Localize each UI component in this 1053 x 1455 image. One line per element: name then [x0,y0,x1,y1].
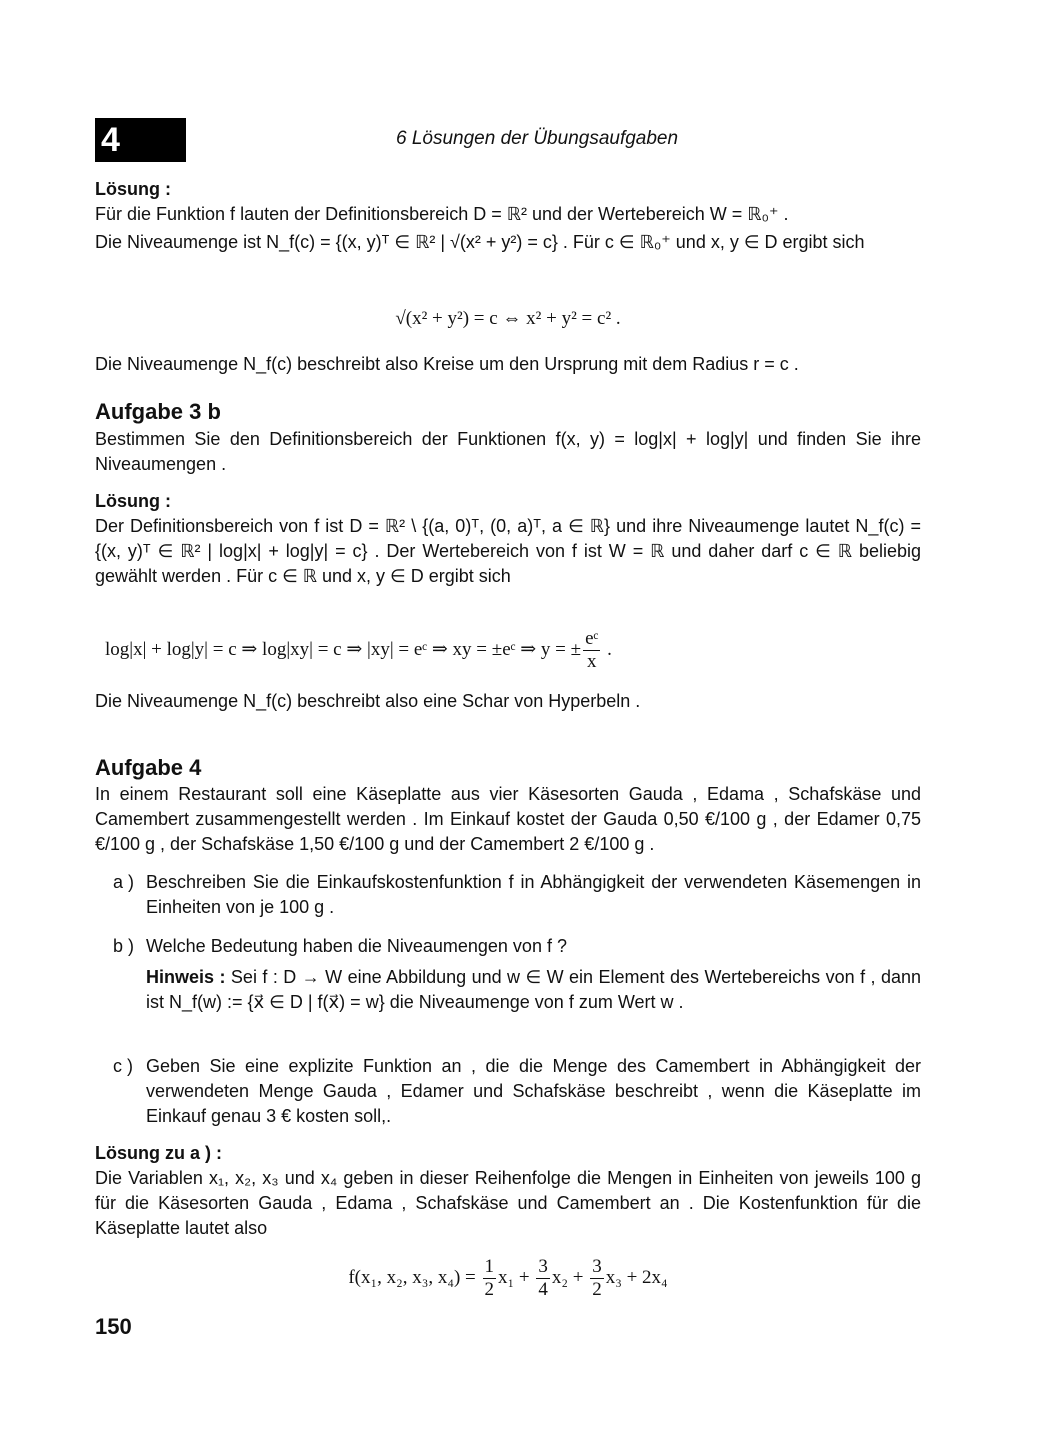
task-paragraph: Bestimmen Sie den Definitionsbereich der Funktionen f(x, y) = log|x| + log|y| und finden Sie ihre Niveaumengen . [95,429,921,474]
fraction-numerator: 3 [592,1256,602,1277]
fraction [590,1256,604,1301]
chapter-number-box: 4 [95,118,186,162]
solution-paragraph: Die Niveaumenge N_f(c) beschreibt also Kreise um den Ursprung mit dem Radius r = c . [95,354,799,374]
fraction-numerator: 3 [538,1256,548,1277]
solution-label: Lösung zu a ) : [95,1143,222,1163]
display-equation [105,628,921,673]
fraction-denominator: 2 [484,1279,495,1300]
list-item [113,934,921,1015]
fraction-denominator: x [586,651,597,672]
solution-label: Lösung : [95,491,171,511]
equation-term: x₃ + 2x₄ [605,1266,668,1288]
solution-paragraph: Für die Funktion f lauten der Definitionsbereich D = ℝ² und der Wertebereich W = ℝ₀⁺ . [95,204,789,224]
solution-paragraph: Die Niveaumenge N_f(c) beschreibt also eine Schar von Hyperbeln . [95,691,641,711]
fraction-denominator: 4 [538,1279,548,1300]
fraction [483,1256,497,1301]
page-number: 150 [95,1314,132,1339]
equation-end: . [602,638,612,660]
equation-text: log|x| + log|y| = c ⇒ log|xy| = c ⇒ |xy| = eᶜ ⇒ xy = ±eᶜ ⇒ y = ± [105,638,582,660]
task-heading: Aufgabe 3 b [95,399,221,424]
list-item-label: a ) [113,872,135,892]
display-equation: √(x² + y²) = c ⇔ x² + y² = c² . [395,308,621,329]
list-item [113,1054,921,1129]
list-item [113,870,921,920]
list-item-label: c ) [113,1056,133,1076]
equation-lhs: f(x₁, x₂, x₃, x₄) = [348,1266,476,1288]
hint-text: Sei f : D → W eine Abbildung und w ∈ W ein Element des Wertebereichs von f , dann ist N_f(w) := {x⃗ ∈ D | f(x⃗) = w} die Niveaumenge von f zum Wert w . [146,967,921,1012]
list-item-text: Beschreiben Sie die Einkaufskostenfunktion f in Abhängigkeit der verwendeten Käsemengen in Einheiten von je 100 g . [146,872,921,917]
solution-label: Lösung : [95,179,171,199]
solution-paragraph: Die Niveaumenge ist N_f(c) = {(x, y)ᵀ ∈ ℝ² | √(x² + y²) = c} . Für c ∈ ℝ₀⁺ und x, y ∈ D ergibt sich [95,232,865,252]
list-item-label: b ) [113,936,135,956]
fraction [583,628,600,673]
task-heading: Aufgabe 4 [95,755,202,780]
solution-paragraph: Die Variablen x₁, x₂, x₃ und x₄ geben in dieser Reihenfolge die Mengen in Einheiten von jeweils 100 g für die Käsesorten Gauda , Edama , Schafskäse und Camembert an . Die Kostenfunktion für die Käseplatte lautet also [95,1168,921,1238]
display-equation [95,1256,921,1301]
solution-paragraph: Der Definitionsbereich von f ist D = ℝ² \ {(a, 0)ᵀ, (0, a)ᵀ, a ∈ ℝ} und ihre Niveaumenge lautet N_f(c) = {(x, y)ᵀ ∈ ℝ² | log|x| + log|y| = c} . Der Wertebereich von f ist W = ℝ und daher darf c ∈ ℝ beliebig gewählt werden . Für c ∈ ℝ und x, y ∈ D ergibt sich [95,516,921,586]
list-item-text: Geben Sie eine explizite Funktion an , die die Menge des Camembert in Abhängigkeit der verwendeten Menge Gauda , Edamer und Schafskäse beschreibt , wenn die Käseplatte im Einkauf genau 3 € kosten soll,. [146,1056,921,1126]
fraction [536,1256,550,1301]
fraction-numerator: 1 [484,1256,495,1277]
fraction-denominator: 2 [592,1279,602,1300]
task-paragraph: In einem Restaurant soll eine Käseplatte aus vier Käsesorten Gauda , Edama , Schafskäse und Camembert zusammengestellt werden . Im Einkauf kostet der Gauda 0,50 €/100 g , der Edamer 0,75 €/100 g , der Schafskäse 1,50 €/100 g und der Camembert 2 €/100 g . [95,784,921,854]
equation-term: x₁ + [498,1266,530,1288]
hint-label: Hinweis : [146,967,226,987]
fraction-numerator: eᶜ [585,628,599,649]
hint-paragraph [146,965,921,1015]
equation-term: x₂ + [551,1266,584,1288]
running-title: 6 Lösungen der Übungsaufgaben [396,128,679,149]
list-item-text: Welche Bedeutung haben die Niveaumengen von f ? [146,936,567,956]
